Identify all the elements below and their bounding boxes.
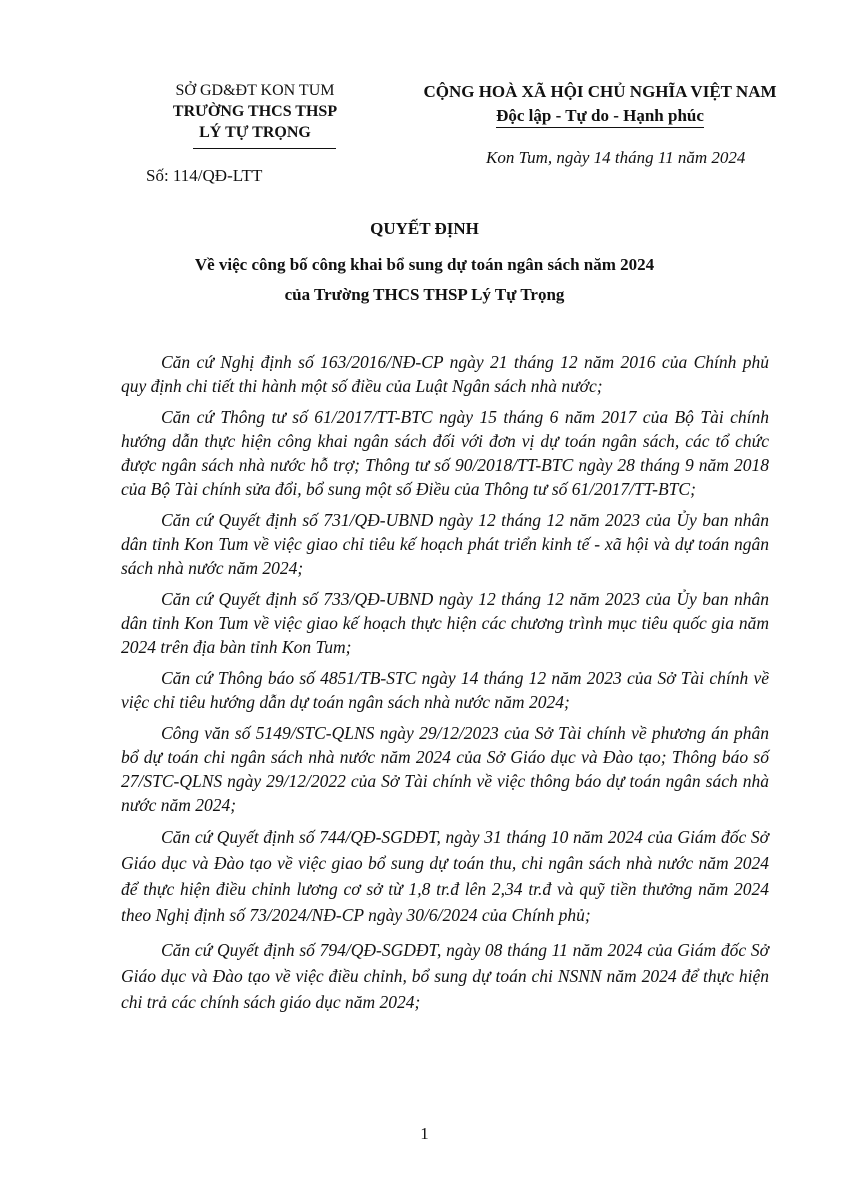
school-name-line1: TRƯỜNG THCS THSP (172, 103, 338, 120)
national-heading (390, 80, 810, 128)
subject-line-2: của Trường THCS THSP Lý Tự Trọng (284, 285, 565, 304)
legal-basis-paragraph: Công văn số 5149/STC-QLNS ngày 29/12/2023 của Sở Tài chính về phương án phân bổ dự toán chi ngân sách nhà nước năm 2024 của Sở Giáo dục và Đào tạo; Thông báo số 27/STC-QLNS ngày 29/12/2022 của Sở Tài chính về việc thông báo dự toán ngân sách nhà nước năm 2024; (121, 723, 769, 815)
issuing-authority (140, 80, 370, 143)
national-motto: Độc lập - Tự do - Hạnh phúc (496, 105, 704, 128)
school-name-line2: LÝ TỰ TRỌNG (199, 124, 311, 141)
legal-basis-paragraph: Căn cứ Thông báo số 4851/TB-STC ngày 14 tháng 12 năm 2023 của Sở Tài chính về việc chỉ tiêu hướng dẫn dự toán ngân sách nhà nước năm 2024; (121, 668, 769, 712)
page-number: 1 (420, 1124, 429, 1143)
authority-underline (193, 148, 336, 149)
agency-name: SỞ GD&ĐT KON TUM (175, 82, 335, 99)
document-title (60, 218, 789, 310)
legal-basis-paragraph: Căn cứ Nghị định số 163/2016/NĐ-CP ngày 21 tháng 12 năm 2016 của Chính phủ quy định chi tiết thi hành một số điều của Luật Ngân sách nhà nước; (121, 352, 769, 396)
document-type: QUYẾT ĐỊNH (370, 219, 479, 238)
legal-basis-paragraph: Căn cứ Quyết định số 794/QĐ-SGDĐT, ngày 08 tháng 11 năm 2024 của Giám đốc Sở Giáo dục và Đào tạo về việc điều chỉnh, bổ sung dự toán chi NSNN năm 2024 để thực hiện chi trả các chính sách giáo dục năm 2024; (121, 940, 769, 1012)
legal-basis-paragraph: Căn cứ Thông tư số 61/2017/TT-BTC ngày 15 tháng 6 năm 2017 của Bộ Tài chính hướng dẫn thực hiện công khai ngân sách đối với đơn vị dự toán ngân sách, các tổ chức được ngân sách nhà nước hỗ trợ; Thông tư số 90/2018/TT-BTC ngày 28 tháng 9 năm 2018 của Bộ Tài chính sửa đổi, bổ sung một số Điều của Thông tư số 61/2017/TT-BTC; (121, 407, 769, 499)
place-and-date: Kon Tum, ngày 14 tháng 11 năm 2024 (486, 148, 746, 167)
legal-basis-section (121, 350, 769, 1024)
legal-basis-paragraph: Căn cứ Quyết định số 731/QĐ-UBND ngày 12 tháng 12 năm 2023 của Ủy ban nhân dân tỉnh Kon Tum về việc giao chỉ tiêu kế hoạch phát triển kinh tế - xã hội và dự toán ngân sách nhà nước năm 2024; (121, 510, 769, 578)
nation-name: CỘNG HOÀ XÃ HỘI CHỦ NGHĨA VIỆT NAM (423, 82, 777, 101)
subject-line-1: Về việc công bố công khai bổ sung dự toán ngân sách năm 2024 (194, 255, 655, 274)
document-number: Số: 114/QĐ-LTT (146, 166, 263, 185)
legal-basis-paragraph: Căn cứ Quyết định số 733/QĐ-UBND ngày 12 tháng 12 năm 2023 của Ủy ban nhân dân tỉnh Kon Tum về việc giao kế hoạch thực hiện các chương trình mục tiêu quốc gia năm 2024 trên địa bàn tỉnh Kon Tum; (121, 589, 769, 657)
legal-basis-paragraph: Căn cứ Quyết định số 744/QĐ-SGDĐT, ngày 31 tháng 10 năm 2024 của Giám đốc Sở Giáo dục và Đào tạo về việc giao bổ sung dự toán thu, chi ngân sách nhà nước năm 2024 để thực hiện điều chỉnh lương cơ sở từ 1,8 tr.đ lên 2,34 tr.đ và quỹ tiền thưởng năm 2024 theo Nghị định số 73/2024/NĐ-CP ngày 30/6/2024 của Chính phủ; (121, 827, 769, 925)
document-subject (60, 250, 789, 310)
